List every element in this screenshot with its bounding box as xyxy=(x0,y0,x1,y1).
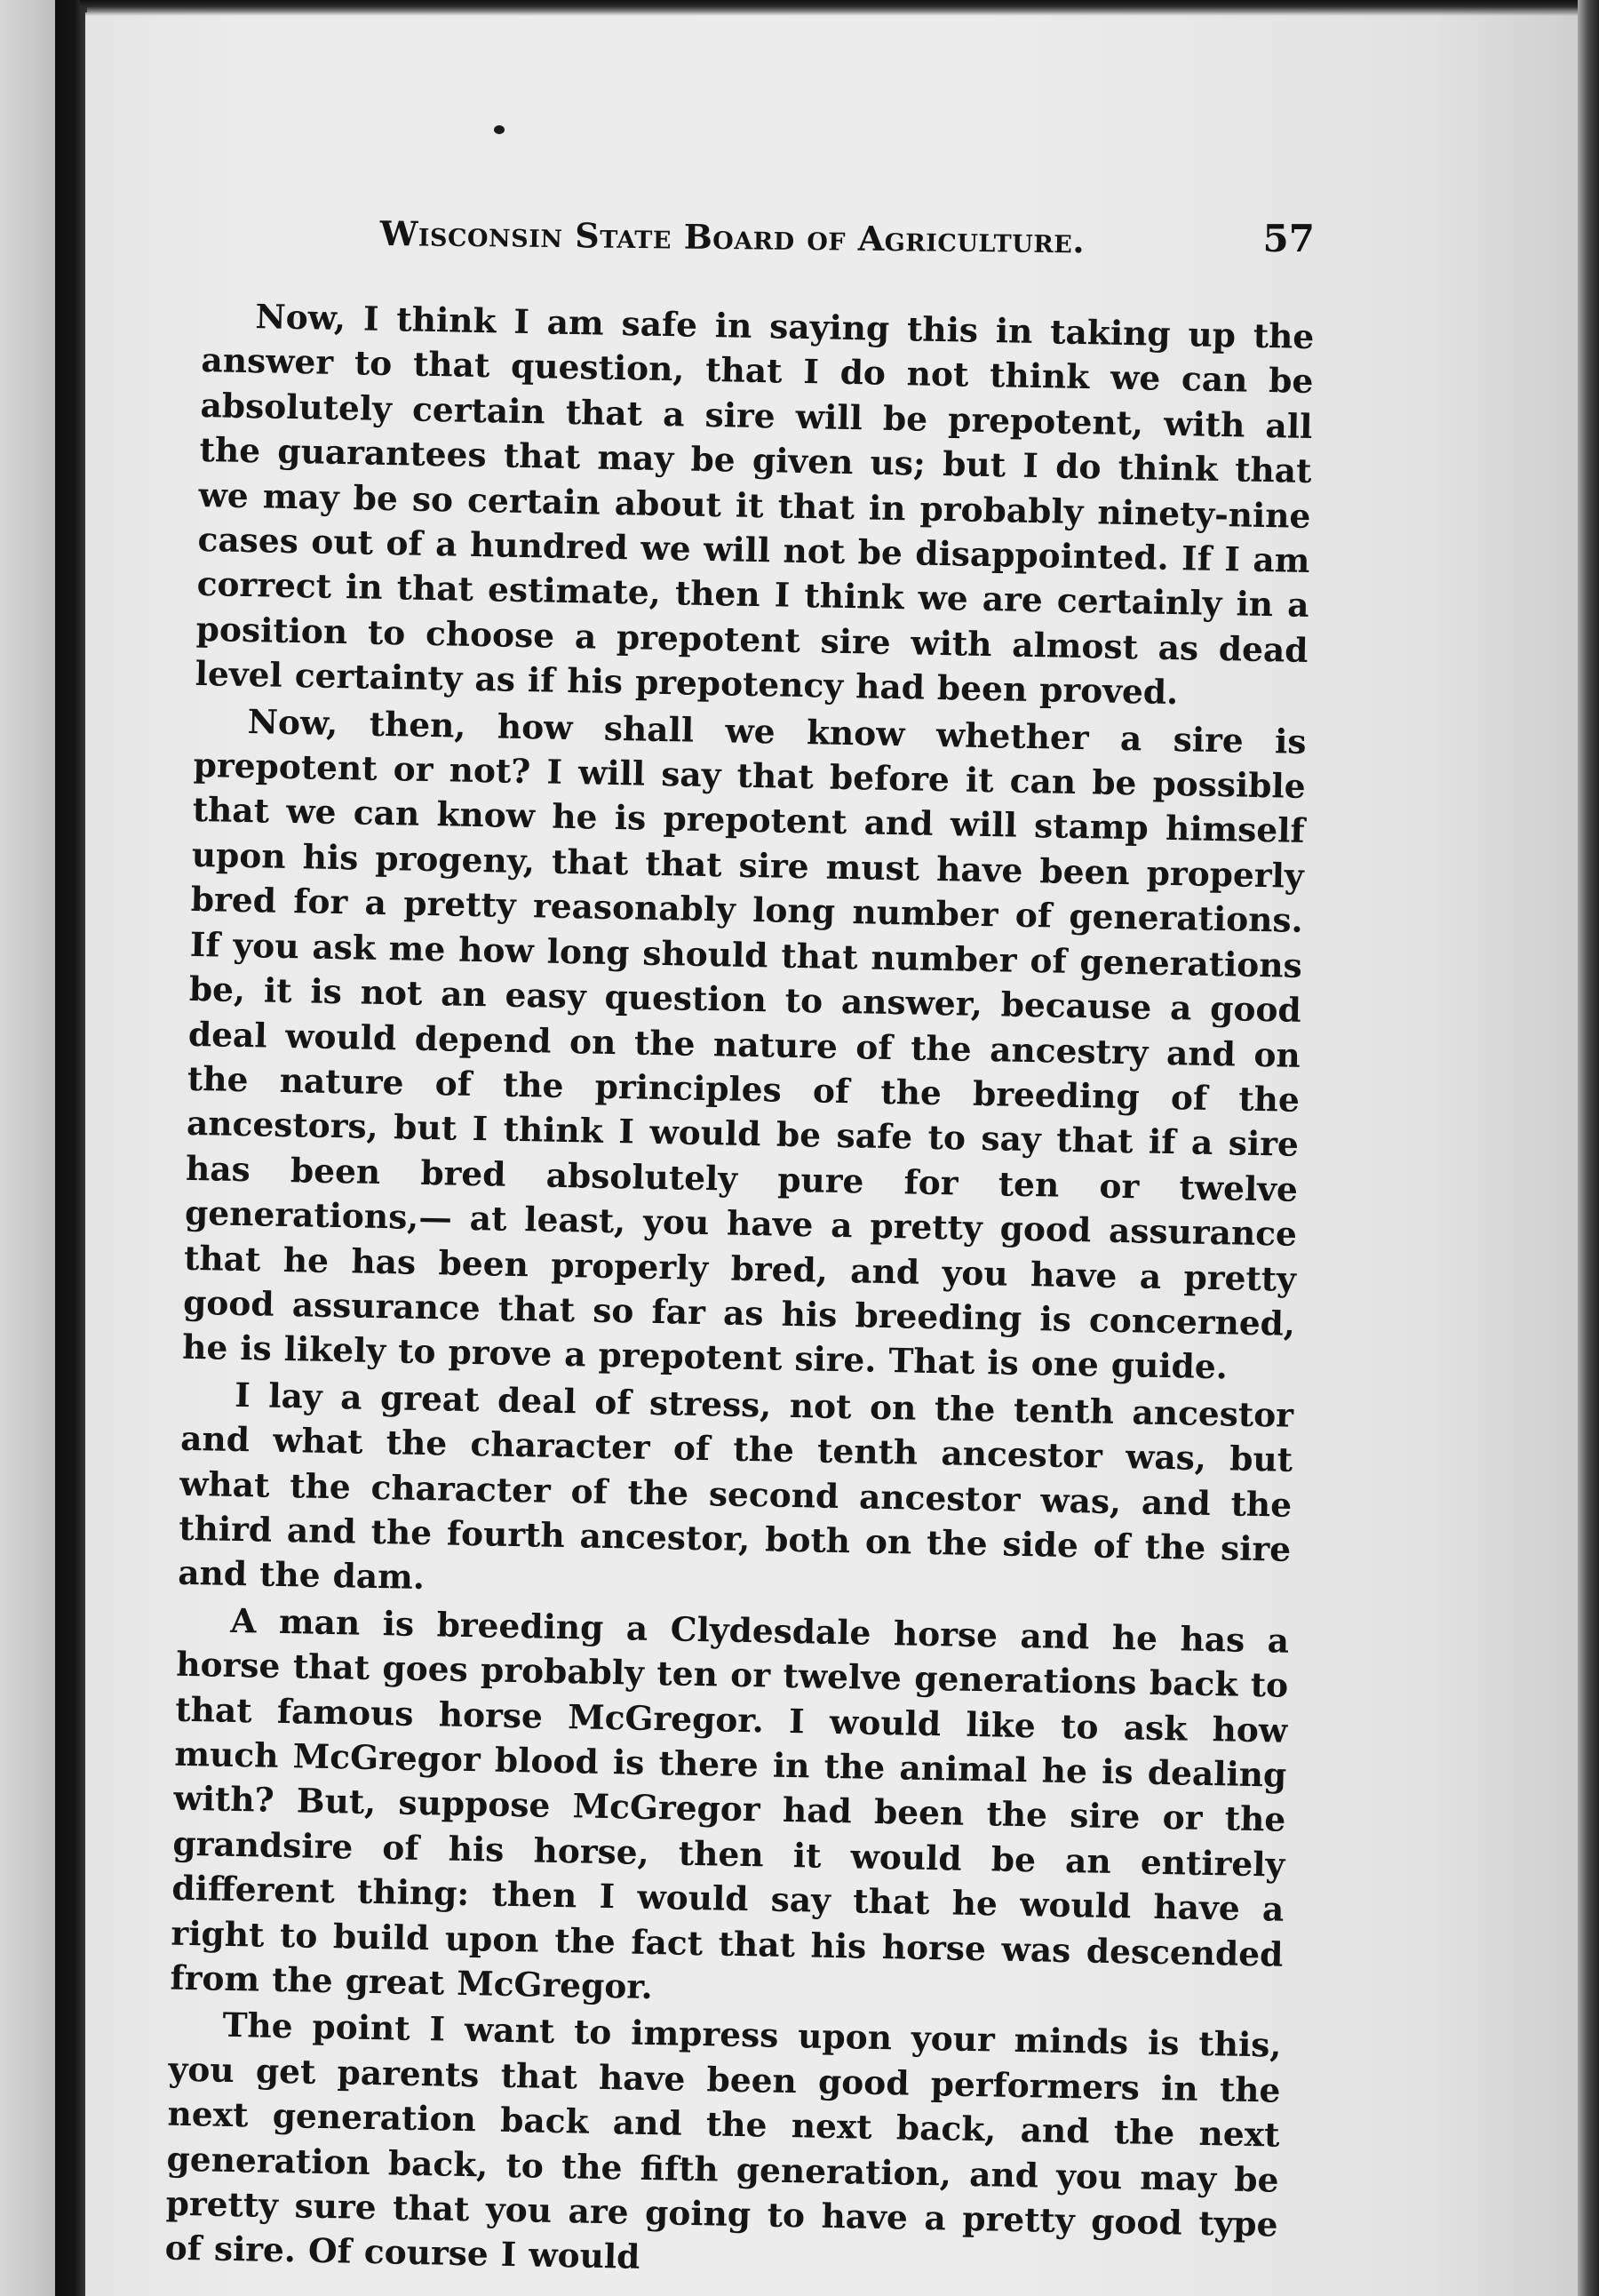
paragraph-prepotency-certainty: Now, I think I am safe in saying this in taking up the answer to that question, that I do not think we can be absolutely certain that a sire will be prepotent, with all the guarantees that may be given us; but I do think that we may be so certain about it that in probably ninety-nine cases out of a hundred we will not be disappointed. If I am correct in that estimate, then I think we are certainly in a position to choose a prepotent sire with almost as dead level certainty as if his prepotency had been proved. xyxy=(195,297,1315,713)
paragraph-main-point: The point I want to impress upon your minds is this, you get parents that have been good performers in the next generation back and the next back, and the next generation back, to the fifth generation, and you may be pretty sure that you are going to have a pretty good type of sire. Of course I would xyxy=(164,2005,1282,2277)
top-edge-shadow xyxy=(80,0,1599,16)
book-spine-shadow xyxy=(55,0,87,2296)
paragraph-mcgregor-example: A man is breeding a Clydesdale horse and he has a horse that goes probably ten or twelve generations back to that famous horse McGregor. I would like to ask how much McGregor blood is there in the animal he is dealing with? But, suppose McGregor had been the sire or the grandsire of his horse, then it would be an entirely different thing: then I would say that he would have a right to build upon the fact that his horse was descended from the great McGregor. xyxy=(170,1600,1290,2007)
body-text xyxy=(164,293,1315,2293)
right-page-edge xyxy=(1578,0,1599,2296)
running-head xyxy=(380,213,1315,272)
running-title: Wisconsin State Board of Agriculture. xyxy=(379,213,1086,261)
paragraph-how-to-know: Now, then, how shall we know whether a sire is prepotent or not? I will say that before it can be possible that we can know he is prepotent and will stamp himself upon his progeny, that that sire must have been properly bred for a pretty reasonably long number of generations. If you ask me how long should that number of generations be, it is not an easy question to answer, because a good deal would depend on the nature of the ancestry and on the nature of the principles of the breeding of the ancestors, but I think I would be safe to say that if a sire has been bred absolutely pure for ten or twelve generations,— at least, you have a pretty good assurance that he has been properly bred, and you have a pretty good assurance that so far as his breeding is concerned, he is likely to prove a prepotent sire. That is one guide. xyxy=(181,701,1307,1387)
paragraph-near-ancestors: I lay a great deal of stress, not on the tenth ancestor and what the character of the tenth ancestor was, but what the character of the second ancestor was, and the third and the fourth ancestor, both on the side of the sire and the dam. xyxy=(177,1375,1294,1598)
page-number: 57 xyxy=(1262,217,1315,260)
ink-spot xyxy=(494,125,505,134)
left-page-edge xyxy=(0,0,55,2296)
